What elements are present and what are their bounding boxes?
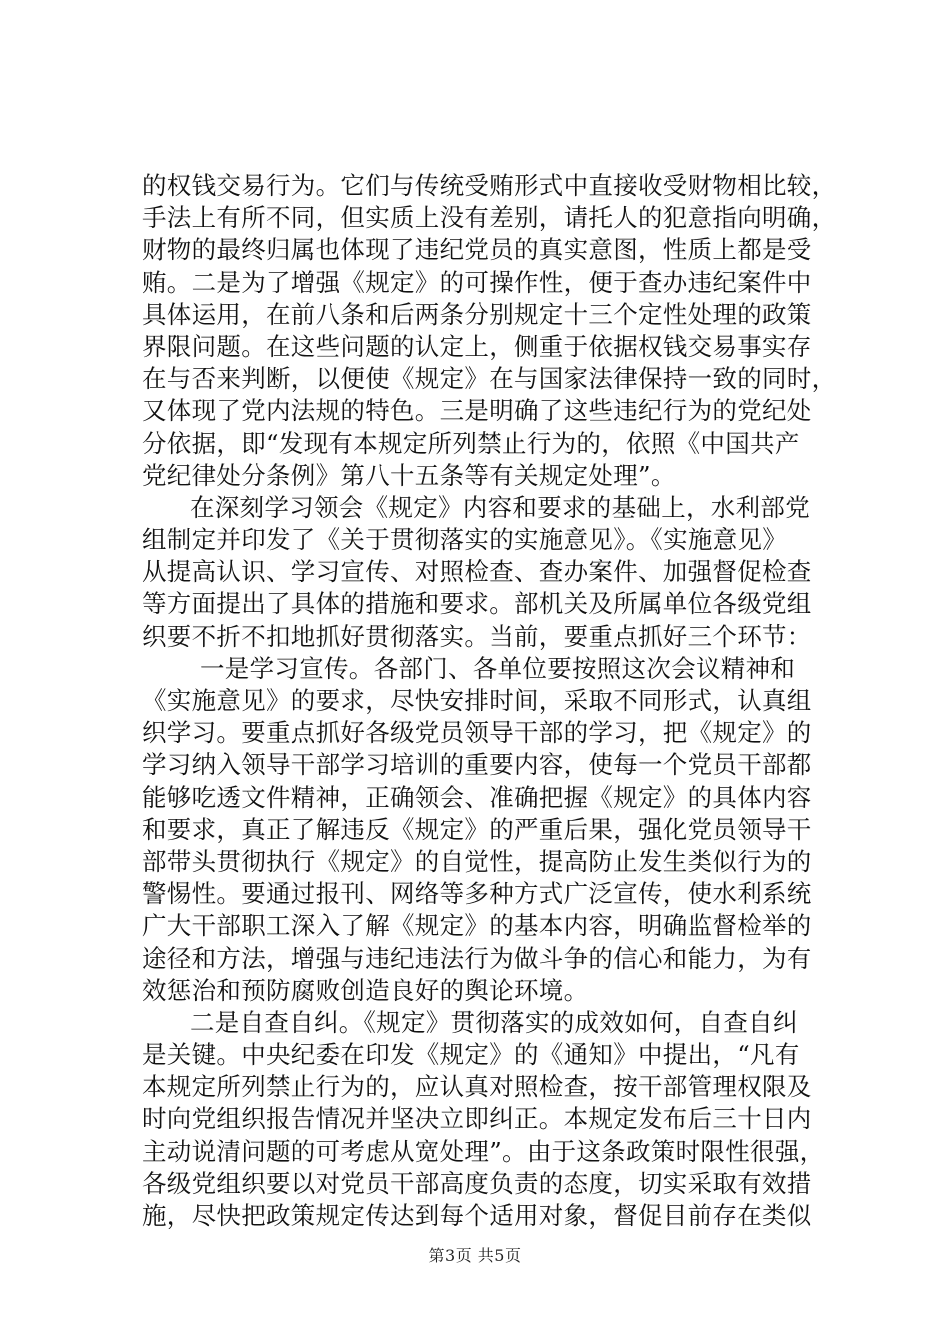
paragraph-start-line: 二是自查自纠。《规定》贯彻落实的成效如何，自查自纠 <box>190 1007 798 1037</box>
text-line: 具体运用，在前八条和后两条分别规定十三个定性处理的政策 <box>142 299 812 329</box>
text-line: 时向党组织报告情况并坚决立即纠正。本规定发布后三十日内 <box>142 1104 812 1134</box>
paragraph-start-line: 一是学习宣传。各部门、各单位要按照这次会议精神和 <box>200 653 796 683</box>
text-line: 贿。二是为了增强《规定》的可操作性，便于查办违纪案件中 <box>142 267 812 297</box>
text-line: 党纪律处分条例》第八十五条等有关规定处理”。 <box>142 460 676 490</box>
text-line: 组制定并印发了《关于贯彻落实的实施意见》。《实施意见》 <box>142 525 788 555</box>
text-line: 和要求，真正了解违反《规定》的严重后果，强化党员领导干 <box>142 814 812 844</box>
text-line: 主动说清问题的可考虑从宽处理”。由于这条政策时限性很强， <box>142 1136 825 1166</box>
text-line: 是关键。中央纪委在印发《规定》的《通知》中提出，“凡有 <box>142 1040 800 1070</box>
text-line: 分依据，即“发现有本规定所列禁止行为的，依照《中国共产 <box>142 428 800 458</box>
text-line: 学习纳入领导干部学习培训的重要内容，使每一个党员干部都 <box>142 750 812 780</box>
text-line: 广大干部职工深入了解《规定》的基本内容，明确监督检举的 <box>142 911 812 941</box>
page-footer <box>0 1243 950 1266</box>
text-line: 《实施意见》的要求，尽快安排时间，采取不同形式，认真组 <box>142 686 812 715</box>
text-line: 从提高认识、学习宣传、对照检查、查办案件、加强督促检查 <box>142 557 812 587</box>
text-line: 部带头贯彻执行《规定》的自觉性，提高防止发生类似行为的 <box>142 846 812 876</box>
text-line: 能够吃透文件精神，正确领会、准确把握《规定》的具体内容 <box>142 782 812 812</box>
text-line: 等方面提出了具体的措施和要求。部机关及所属单位各级党组 <box>142 589 812 619</box>
text-line: 又体现了党内法规的特色。三是明确了这些违纪行为的党纪处 <box>142 396 812 426</box>
text-line: 界限问题。在这些问题的认定上，侧重于依据权钱交易事实存 <box>142 331 812 361</box>
text-line: 织学习。要重点抓好各级党员领导干部的学习，把《规定》的 <box>142 718 812 748</box>
text-line: 警惕性。要通过报刊、网络等多种方式广泛宣传，使水利系统 <box>142 879 812 909</box>
page-number: 第3页 共5页 <box>428 1246 522 1265</box>
text-line: 各级党组织要以对党员干部高度负责的态度，切实采取有效措 <box>142 1168 812 1198</box>
text-line: 在与否来判断，以便使《规定》在与国家法律保持一致的同时， <box>142 364 837 394</box>
document-body <box>142 170 837 1232</box>
paragraph-start-line: 在深刻学习领会《规定》内容和要求的基础上，水利部党 <box>190 492 810 522</box>
text-line: 织要不折不扣地抓好贯彻落实。当前，要重点抓好三个环节： <box>142 621 812 651</box>
text-line: 途径和方法，增强与违纪违法行为做斗争的信心和能力，为有 <box>142 943 812 973</box>
text-line: 财物的最终归属也体现了违纪党员的真实意图，性质上都是受 <box>142 235 812 265</box>
text-line: 效惩治和预防腐败创造良好的舆论环境。 <box>142 975 589 1005</box>
text-line: 施，尽快把政策规定传达到每个适用对象，督促目前存在类似 <box>142 1201 812 1230</box>
text-line: 手法上有所不同，但实质上没有差别，请托人的犯意指向明确， <box>142 203 837 233</box>
text-line: 本规定所列禁止行为的，应认真对照检查，按干部管理权限及 <box>142 1072 812 1102</box>
text-line: 的权钱交易行为。它们与传统受贿形式中直接收受财物相比较， <box>142 171 837 200</box>
